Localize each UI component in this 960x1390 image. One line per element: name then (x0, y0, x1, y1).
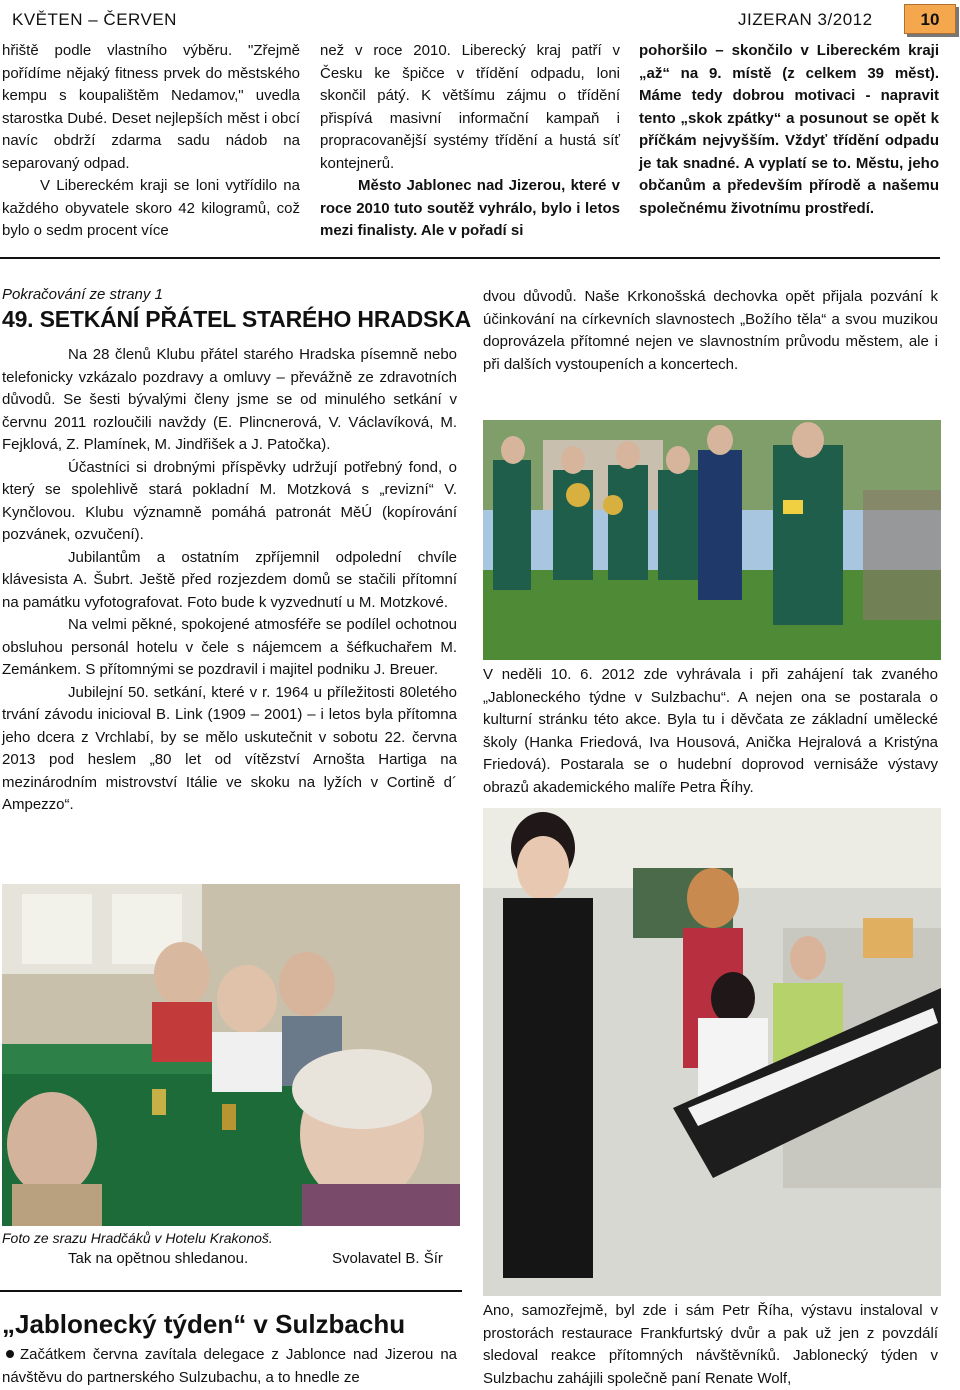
right-column-bottom (483, 1300, 938, 1390)
right-col-paragraph: V neděli 10. 6. 2012 zde vyhrávala i při zahájení tak zvaného „Jabloneckého týdne v Sulzbachu“. A nejen ona se postarala o kulturní stránku této akce. Byla tu i děvčata ze základní umělecké školy (Hanka Friedová, Iva Housová, Anička Hejralová a Kristýna Friedová). Postarala se o hudební doprovod vernisáže výstavy obrazů akademického malíře Petra Říhy. (483, 666, 938, 796)
concert-photo (483, 808, 941, 1296)
right-col-paragraph: dvou důvodů. Naše Krkonošská dechovka opět přijala pozvání k účinkování na církevních slavnostech „Božího těla“ a svou muzikou doprovázela přítomné nejen ve slavnostním průvodu městem, ale i při dalších vystoupeních a koncertech. (483, 288, 938, 373)
top-column-1 (2, 40, 300, 243)
article-paragraph: Jubilejní 50. setkání, které v r. 1964 u příležitosti 80letého trvání závodu inicioval B. Link (1909 – 2001) – i letos byla přítomna jeho dcera z Vrchlabí, by se mělo uskutečnit v sobotu 22. června 2013 pod heslem „80 let od vítězství Arnošta Hartiga na mezinárodním mistrovství Itálie ve skoku na lyžích v Cortině d´ Ampezzo“. (2, 683, 457, 813)
section-title-jablonecky-tyden: „Jablonecký týden“ v Sulzbachu (2, 1309, 406, 1339)
right-col-paragraph: Ano, samozřejmě, byl zde i sám Petr Říha, výstavu instaloval v prostorách restaurace Frankfurtský dvůr a pak už jen z povzdálí sledoval reakce přítomných návštěvníků. Jablonecký týden v Sulzbachu zahájili společně paní Renate Wolf, (483, 1302, 938, 1387)
closing-signature: Svolavatel B. Šír (332, 1250, 443, 1267)
article-paragraph: Na 28 členů Klubu přátel starého Hradska písemně nebo telefonicky vzkázalo pozdravy a omluvy – převážně ze zdravotních důvodů. Se šesti bývalými členy jsme se od minulého setkání v červnu 2011 rozloučili navždy (E. Plincnerová, V. Václavíková, M. Fejklová, Z. Plamínek, M. Jindřišek a J. Patočka). (2, 346, 457, 453)
article-paragraph: Na velmi pěkné, spokojené atmosféře se podílel ochotnou obsluhou personál hotelu v čele s nájemcem a šéfkuchařem M. Zemánkem. S přítomnými se pozdravil i majitel podniku J. Breuer. (2, 616, 457, 678)
header-magazine-issue: JIZERAN 3/2012 (738, 10, 873, 29)
page-number-badge: 10 (904, 4, 956, 34)
top-col2-paragraph: než v roce 2010. Liberecký kraj patří v Česku ke špičce v třídění odpadu, loni skončil pátý. K většímu zájmu o třídění přispívá masivní informační kampaň i propracovanější systémy třídění a hustá síť kontejnerů. (320, 42, 620, 172)
top-col3-paragraph: pohoršilo – skončilo v Libereckém kraji „až“ na 9. místě (z celkem 39 měst). Máme tedy dobrou motivaci - napravit tento „skok zpátky“ a posunout se opět k příčkám nejvyšším. Vždyť třídění odpadu je tak snadné. A vyplatí se to. Městu, jeho občanům a především přírodě a našemu společnému životnímu prostředí. (639, 42, 939, 217)
article-body (2, 344, 457, 817)
right-column-top (483, 286, 938, 376)
continued-from-note: Pokračování ze strany 1 (2, 286, 163, 303)
article-paragraph: Jubilantům a ostatním zpříjemnil odpolední chvíle klávesista A. Šubrt. Ještě před rozjezdem domů se stačili přítomní na památku vyfotografovat. Foto bude k vyzvednutí u M. Motzkové. (2, 548, 457, 611)
closing-greeting: Tak na opětnou shledanou. (68, 1250, 249, 1267)
jt-bullet-text: Začátkem června zavítala delegace z Jablonce nad Jizerou na návštěvu do partnerského Sulzubachu, a to hnedle ze (2, 1346, 457, 1386)
article-paragraph: Účastníci si drobnými příspěvky udržují potřebný fond, o který se spolehlivě stará pokladní M. Motzková s „revizní“ V. Kynčlovou. Klubu významně pomáhá patronát MěÚ (kopírování pozvánek, ozvučení). (2, 458, 457, 543)
brass-band-photo (483, 420, 941, 660)
top-col2-bold-paragraph: Město Jablonec nad Jizerou, které v roce 2010 tuto soutěž vyhrálo, bylo i letos mezi finalisty. Ale v pořadí si (320, 177, 620, 239)
bullet-icon (6, 1350, 14, 1358)
top-column-3 (639, 40, 939, 220)
top-col1-paragraph: V Libereckém kraji se loni vytřídilo na každého obyvatele skoro 42 kilogramů, což bylo o sedm procent více (2, 177, 300, 239)
jt-bullet-paragraph (2, 1344, 457, 1389)
photo-caption: Foto ze srazu Hradčáků v Hotelu Krakonoš. (2, 1230, 273, 1246)
top-column-2 (320, 40, 620, 243)
top-col1-paragraph: hřiště podle vlastního výběru. "Zřejmě pořídíme nějaký fitness prvek do městského kempu s koupalištěm Nedamov," uvedla starostka Dubé. Deset nejlepších měst i obcí navíc obdrží zdarma sadu nádob na separovaný odpad. (2, 42, 300, 172)
article-title: 49. SETKÁNÍ PŘÁTEL STARÉHO HRADSKA (2, 306, 472, 332)
right-column-mid (483, 664, 938, 799)
section-divider (0, 257, 940, 259)
section-divider-bottom (0, 1290, 462, 1292)
header-issue-months: KVĚTEN – ČERVEN (12, 10, 177, 29)
reunion-photo (2, 884, 460, 1226)
